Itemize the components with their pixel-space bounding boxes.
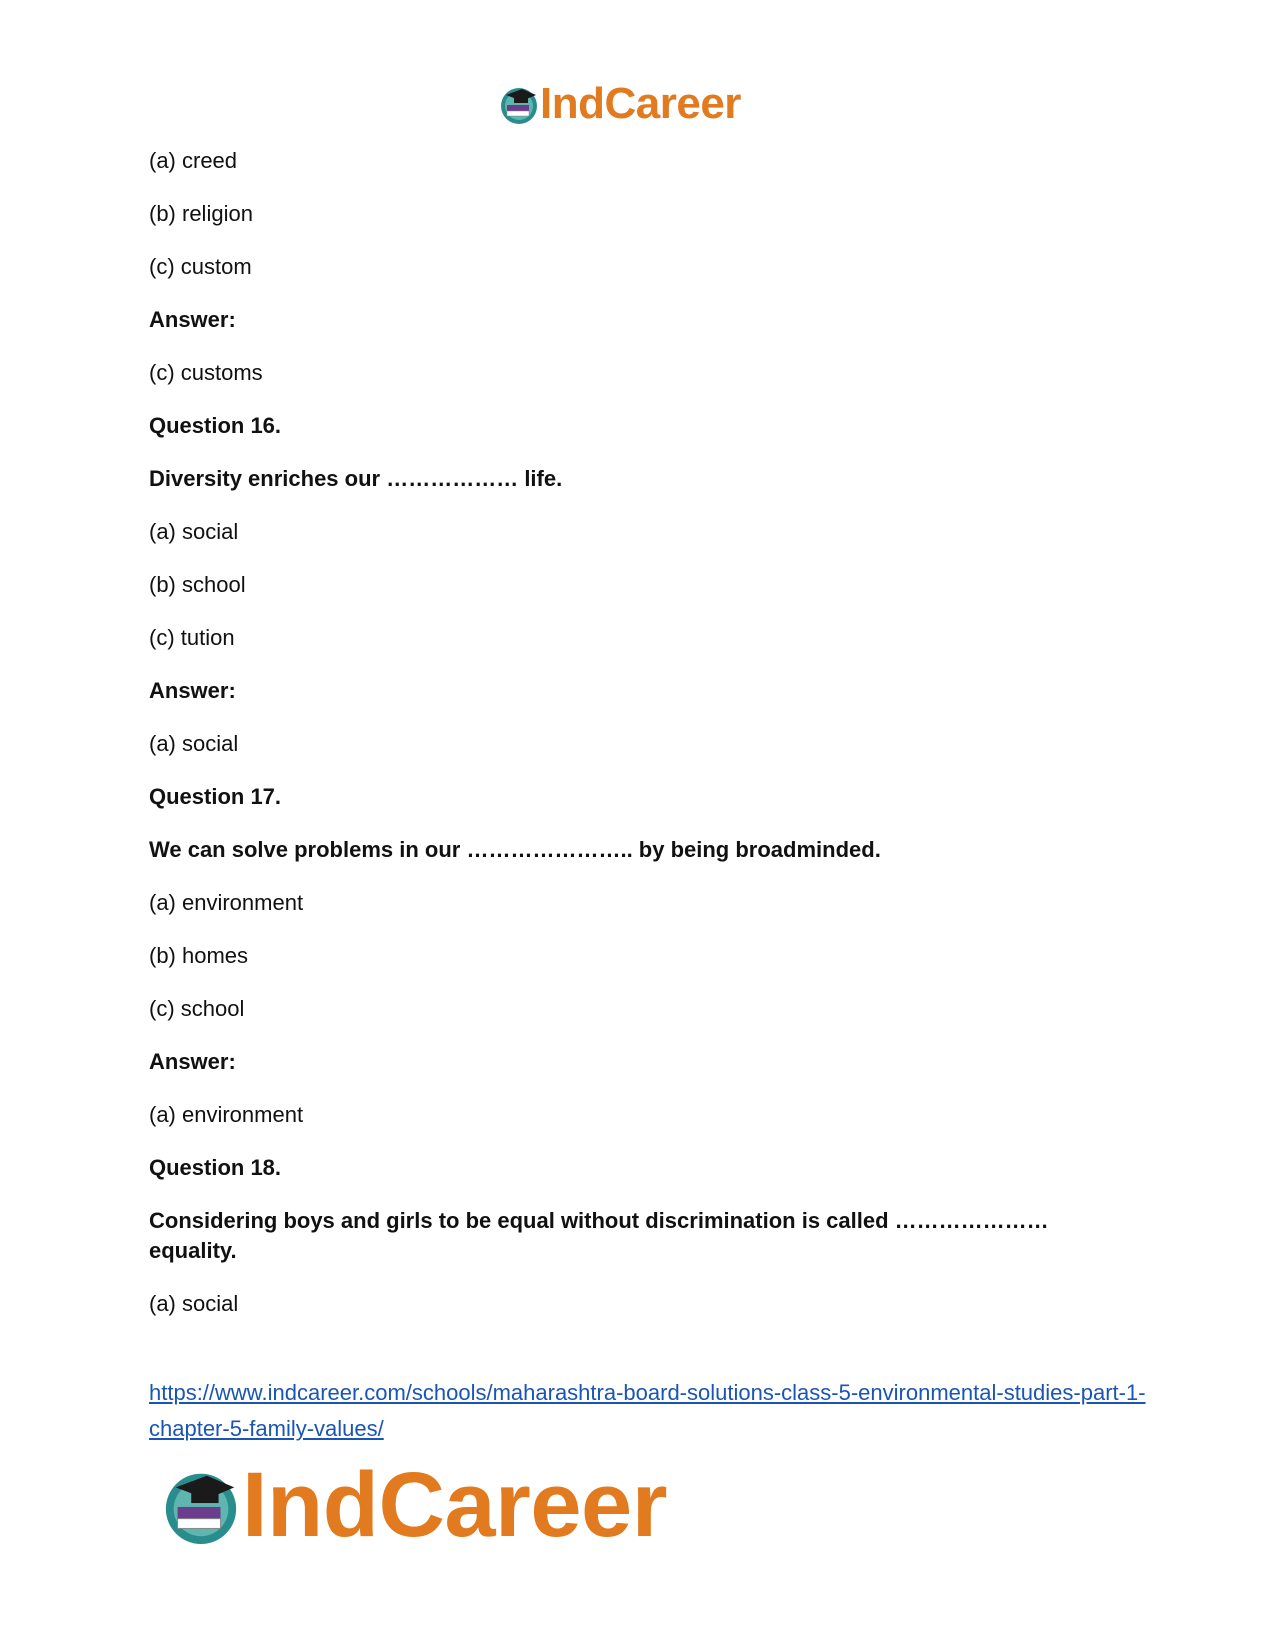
graduation-cap-globe-icon — [160, 1464, 242, 1546]
option-line: (b) school — [149, 572, 246, 597]
graduation-cap-globe-icon — [498, 83, 540, 125]
header-logo-text: IndCareer — [540, 79, 741, 128]
footer-logo — [160, 1454, 667, 1556]
answer-line: (a) environment — [149, 1102, 304, 1127]
answer-line: (c) customs — [149, 360, 263, 385]
question-heading: Question 17. — [149, 784, 282, 809]
option-line: (c) school — [149, 996, 245, 1021]
option-line: (a) social — [149, 1291, 239, 1316]
answer-heading: Answer: — [149, 1049, 236, 1074]
option-line: (b) religion — [149, 201, 253, 226]
header-logo — [498, 80, 741, 128]
option-line: (a) creed — [149, 148, 238, 173]
answer-heading: Answer: — [149, 678, 236, 703]
option-line: (b) homes — [149, 943, 249, 968]
question-text: Diversity enriches our ……………… life. — [149, 466, 563, 491]
footer-logo-text: IndCareer — [242, 1454, 667, 1556]
option-line: (c) tution — [149, 625, 235, 650]
question-text: Considering boys and girls to be equal without discrimination is called ………………… equality. — [149, 1208, 1049, 1263]
answer-heading: Answer: — [149, 307, 236, 332]
question-heading: Question 16. — [149, 413, 282, 438]
source-link[interactable]: https://www.indcareer.com/schools/maharashtra-board-solutions-class-5-environmental-studies-part-1-chapter-5-family-values/ — [149, 1380, 1146, 1441]
option-line: (c) custom — [149, 254, 252, 279]
option-line: (a) social — [149, 519, 239, 544]
question-text: We can solve problems in our ………………….. by being broadminded. — [149, 837, 881, 862]
option-line: (a) environment — [149, 890, 304, 915]
answer-line: (a) social — [149, 731, 239, 756]
question-heading: Question 18. — [149, 1155, 282, 1180]
